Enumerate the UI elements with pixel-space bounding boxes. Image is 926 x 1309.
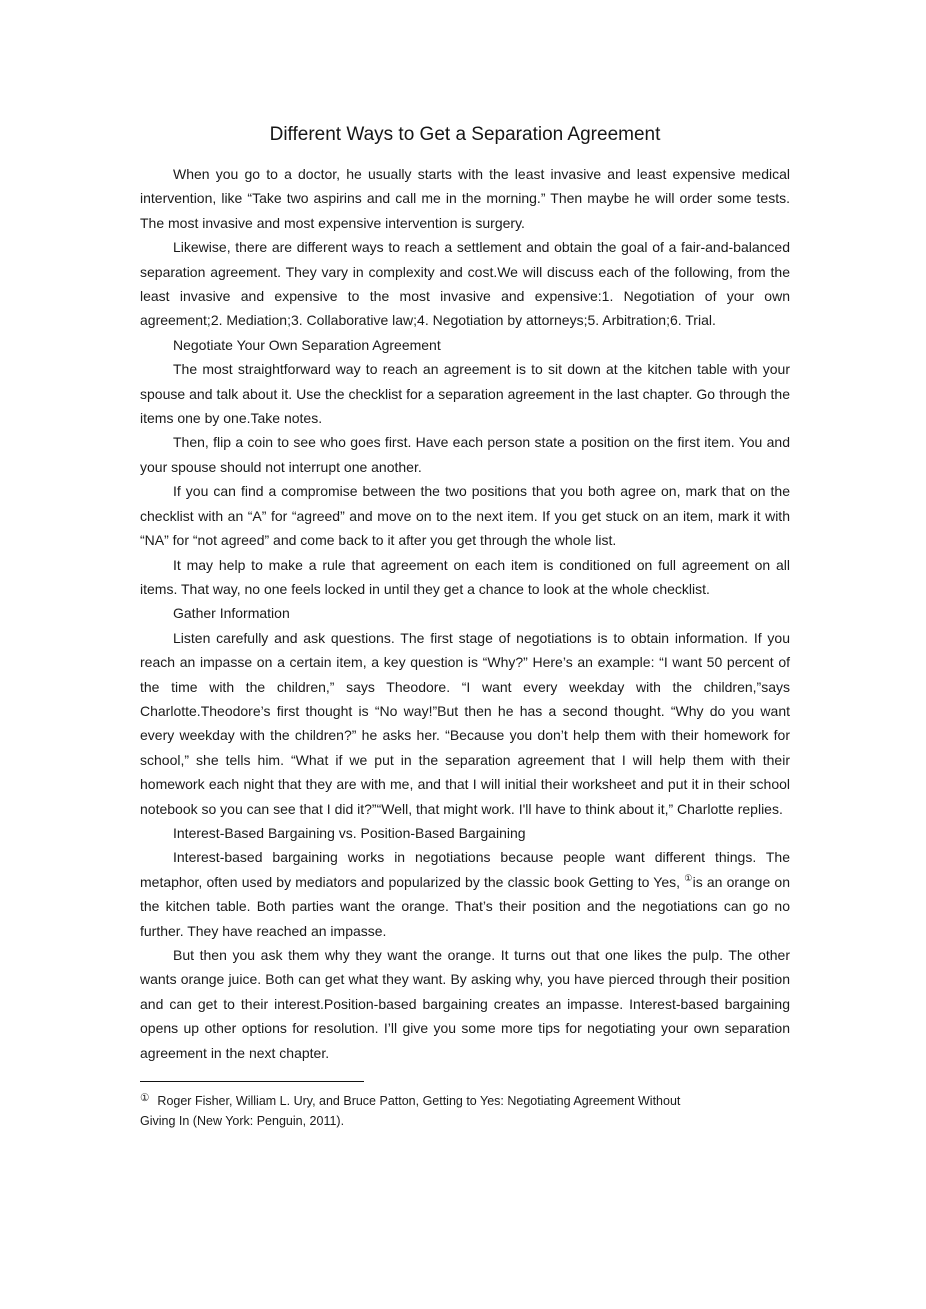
footnote-text-line1 [140,1091,790,1111]
paragraph-ask-why: But then you ask them why they want the orange. It turns out that one likes the pulp. The other wants orange juice. Both can get what they want. By asking why, you have pierced through their position and can get to their interest.Position-based bargaining creates an impasse. Interest-based bargaining opens up other options for resolution. I’ll give you some more tips for negotiating your own separation agreement in the next chapter. [140,947,790,1061]
paragraph-kitchen-table: The most straightforward way to reach an agreement is to sit down at the kitchen table with your spouse and talk about it. Use the checklist for a separation agreement in the last chapter. Go through the items one by one.Take notes. [140,361,790,427]
footnote-citation-part2: Giving In (New York: Penguin, 2011). [140,1114,345,1129]
page-title: Different Ways to Get a Separation Agreement [269,124,661,145]
paragraph-flip-coin: Then, flip a coin to see who goes first. Have each person state a position on the first item. You and your spouse should not interrupt one another. [140,434,790,475]
paragraph-orange-metaphor-text-after: is an orange on the kitchen table. Both parties want the orange. That’s their position and the negotiations can go no further. They have reached an impasse. [140,873,790,939]
footnote-divider [140,1081,364,1082]
footnote-citation-part1: Roger Fisher, William L. Ury, and Bruce Patton, Getting to Yes: Negotiating Agreement Without [157,1094,681,1109]
footnote [140,1081,790,1131]
section-heading-gather-information: Gather Information [173,605,290,622]
paragraph-orange-metaphor-text-before: Interest-based bargaining works in negotiations because people want different things. The metaphor, often used by mediators and popularized by the classic book Getting to Yes, [140,849,790,890]
footnote-reference-mark: ① [684,872,693,883]
section-heading-interest-vs-position: Interest-Based Bargaining vs. Position-Based Bargaining [173,824,526,841]
section-heading-negotiate-own-agreement: Negotiate Your Own Separation Agreement [173,336,441,353]
paragraph-orange-metaphor [140,845,790,943]
footnote-mark: ① [140,1092,150,1105]
paragraph-listen-example: Listen carefully and ask questions. The first stage of negotiations is to obtain information. If you reach an impasse on a certain item, a key question is “Why?” Here’s an example: “I want 50 percent of the time with the children,” says Theodore. “I want every weekday with the children,”says Charlotte.Theodore’s first thought is “No way!”But then he has a second thought. “Why do you want every weekday with the children?” he asks her. “Because you don’t help them with their homework for school,” she tells him. “What if we put in the separation agreement that I will help them with their homework each night that they are with me, and that I will initial their worksheet and put it in their school notebook so you can see that I did it?”“Well, that might work. I'll have to think about it,” Charlotte replies. [140,629,790,817]
paragraph-doctor-intro: When you go to a doctor, he usually starts with the least invasive and least expensive medical intervention, like “Take two aspirins and call me in the morning.” Then maybe he will order some tests. The most invasive and most expensive intervention is surgery. [140,166,790,231]
paragraph-agreement-rule: It may help to make a rule that agreement on each item is conditioned on full agreement on all items. That way, no one feels locked in until they get a chance to look at the whole checklist. [140,556,790,597]
footnote-text-line2 [140,1111,790,1131]
paragraph-ways-to-settlement: Likewise, there are different ways to reach a settlement and obtain the goal of a fair-and-balanced separation agreement. They vary in complexity and cost.We will discuss each of the following, from the least invasive and expensive to the most invasive and expensive:1. Negotiation of your own agreement;2. Mediation;3. Collaborative law;4. Negotiation by attorneys;5. Arbitration;6. Trial. [140,239,790,329]
paragraph-compromise-marking: If you can find a compromise between the two positions that you both agree on, mark that on the checklist with an “A” for “agreed” and move on to the next item. If you get stuck on an item, mark it with “NA” for “not agreed” and come back to it after you get through the whole list. [140,483,790,549]
